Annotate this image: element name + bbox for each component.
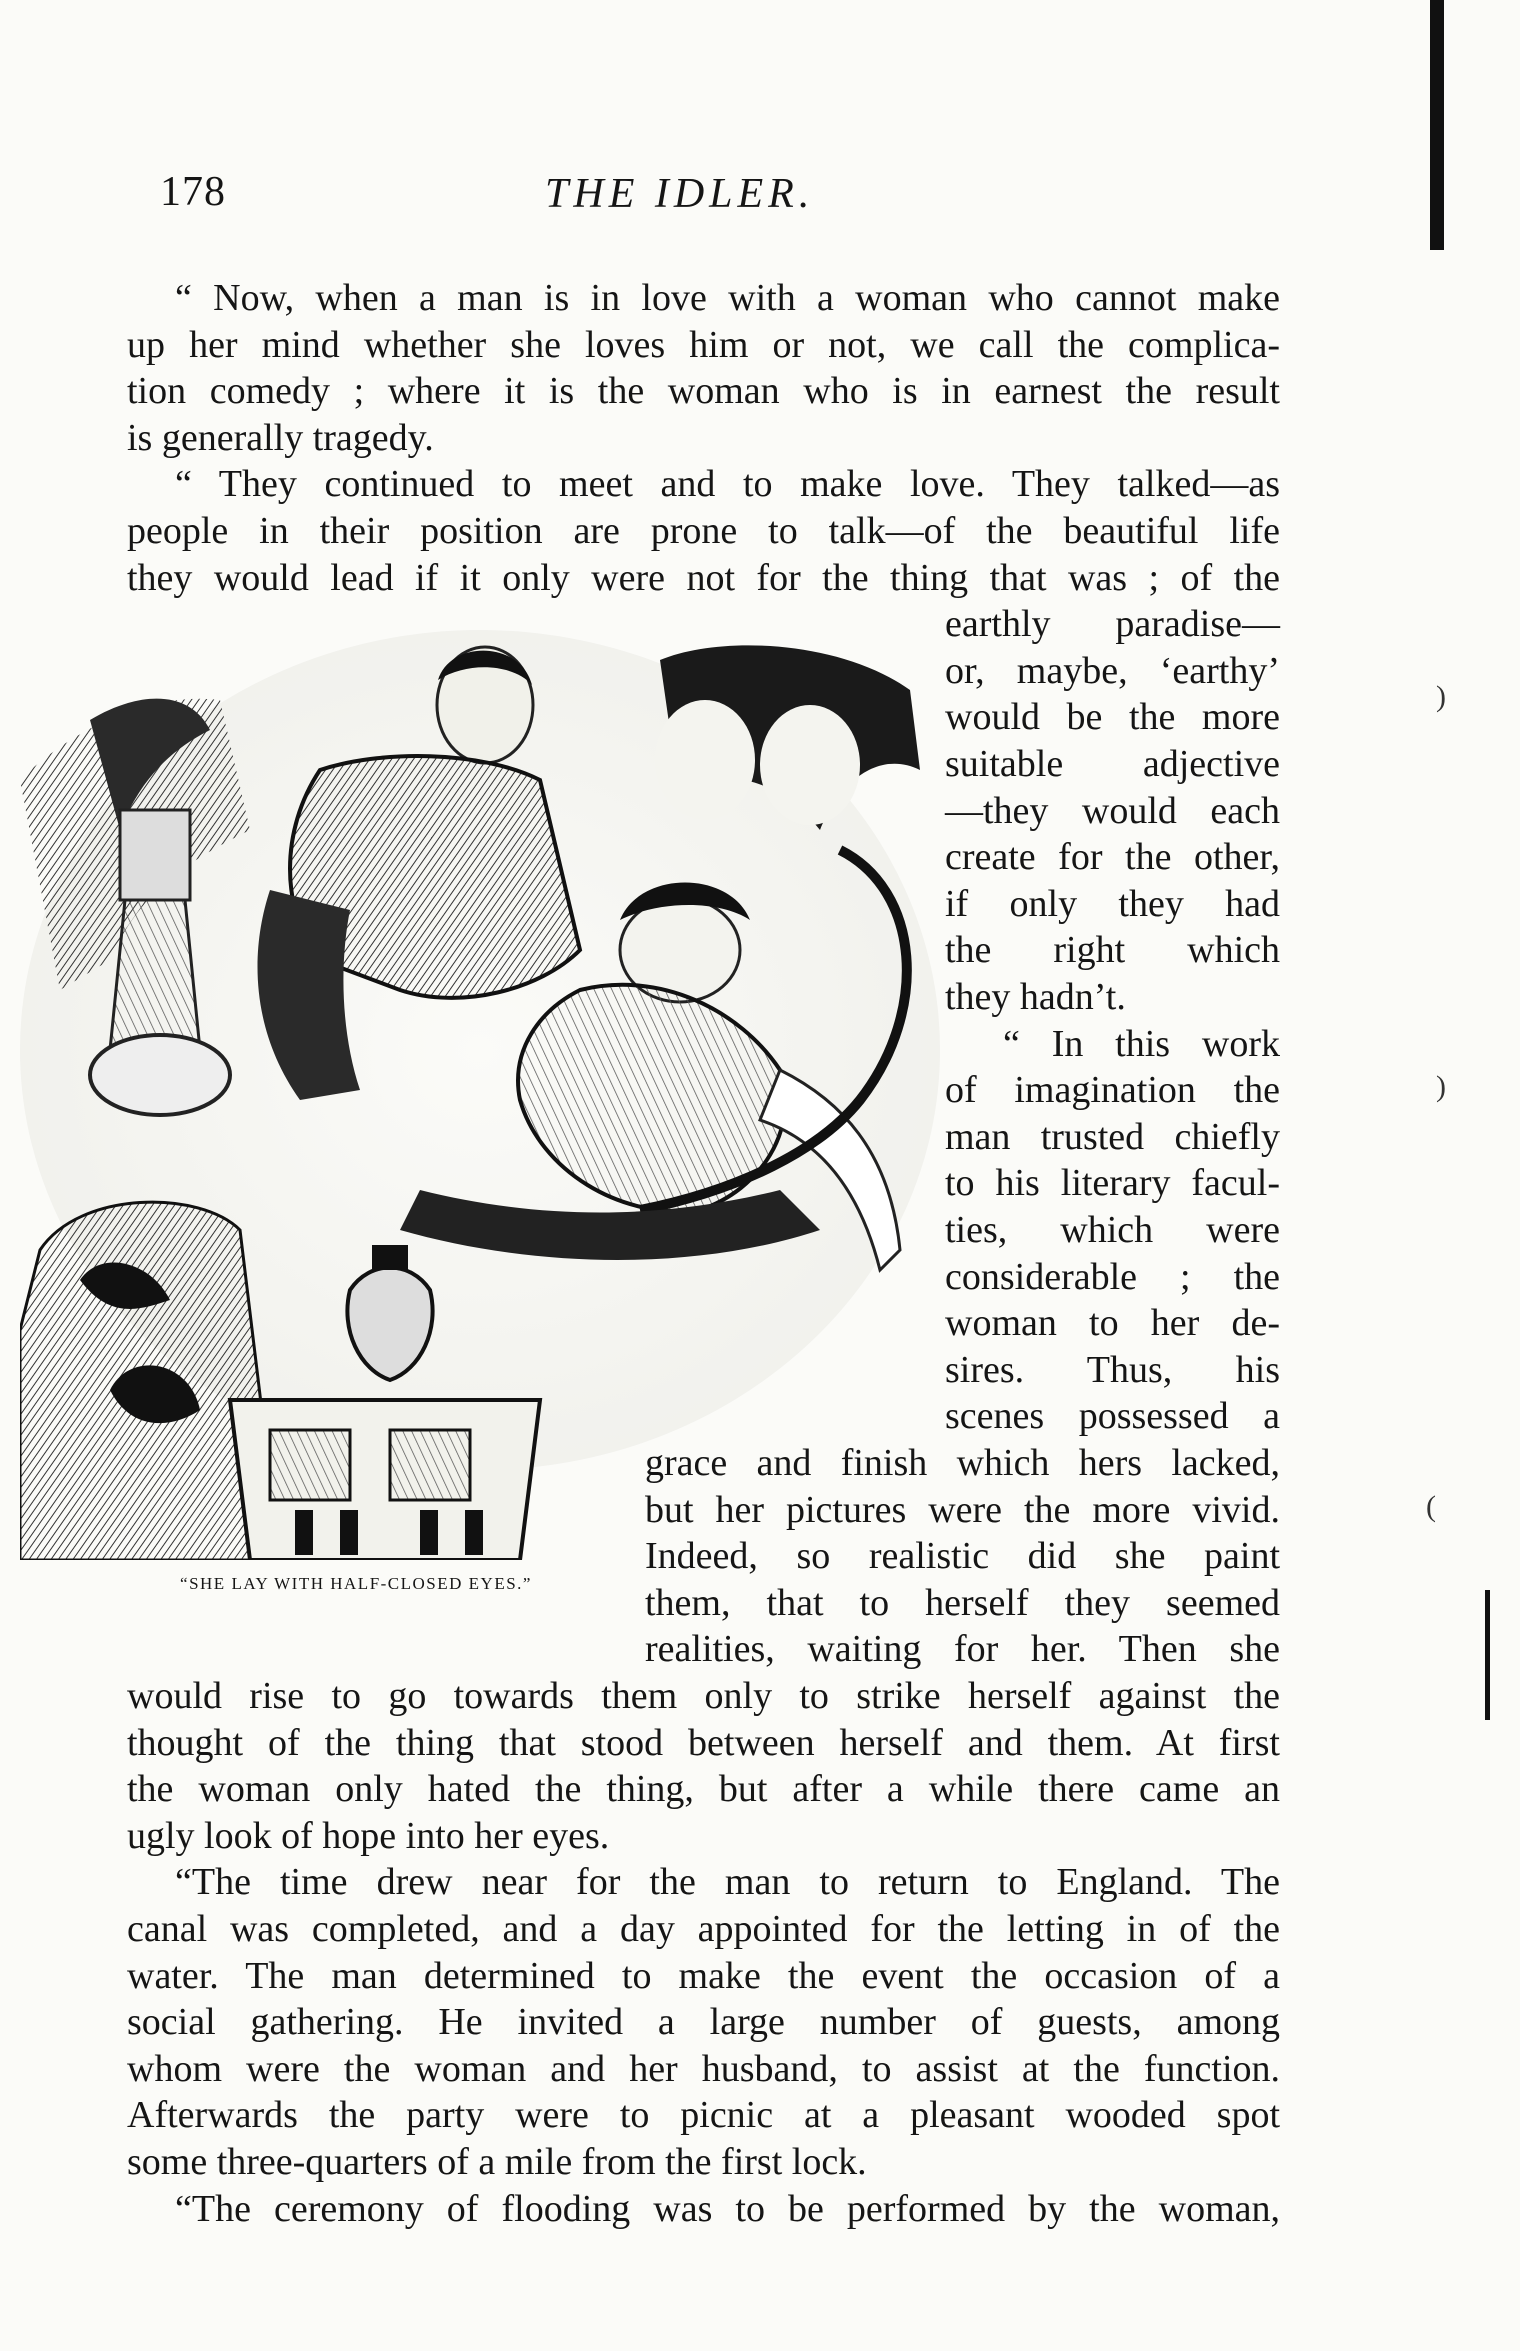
text-line: or, maybe, ‘earthy’ bbox=[945, 649, 1280, 692]
text-line: woman to her de- bbox=[945, 1302, 1280, 1345]
margin-mark: ) bbox=[1436, 680, 1446, 713]
text-line: ties, which were bbox=[945, 1209, 1280, 1251]
scan-edge-bar bbox=[1485, 1590, 1490, 1720]
text-line: up her mind whether she loves him or not, we call the complica- bbox=[127, 323, 1280, 366]
running-title: THE IDLER. bbox=[545, 171, 815, 217]
text-line: whom were the woman and her husband, to assist at the function. bbox=[127, 2047, 1280, 2090]
text-line: of imagination the bbox=[945, 1069, 1280, 1112]
text-line: but her pictures were the more vivid. bbox=[645, 1488, 1280, 1531]
text-line: social gathering. He invited a large number of guests, among bbox=[127, 2001, 1280, 2044]
text-line: they would lead if it only were not for the thing that was ; of the bbox=[127, 556, 1280, 599]
text-line: “The time drew near for the man to return to England. The bbox=[175, 1861, 1280, 1904]
text-line: “The ceremony of flooding was to be performed by the woman, bbox=[175, 2187, 1280, 2230]
text-line: the woman only hated the thing, but after a while there came an bbox=[127, 1768, 1280, 1811]
text-line: scenes possessed a bbox=[945, 1395, 1280, 1438]
text-line: thought of the thing that stood between herself and them. At first bbox=[127, 1721, 1280, 1764]
engraving-illustration bbox=[20, 630, 940, 1560]
margin-mark: ( bbox=[1426, 1490, 1436, 1523]
text-line: some three-quarters of a mile from the first lock. bbox=[127, 2141, 867, 2183]
text-line: man trusted chiefly bbox=[945, 1115, 1280, 1158]
text-line: “ Now, when a man is in love with a woman who cannot make bbox=[175, 277, 1280, 319]
text-line: canal was completed, and a day appointed for the letting in of the bbox=[127, 1908, 1280, 1950]
text-line: water. The man determined to make the event the occasion of a bbox=[127, 1954, 1280, 1997]
text-line: the right which bbox=[945, 929, 1280, 972]
page-number: 178 bbox=[160, 169, 226, 215]
text-line: if only they had bbox=[945, 882, 1280, 925]
scan-edge-bar bbox=[1430, 0, 1444, 250]
text-line: grace and finish which hers lacked, bbox=[645, 1442, 1280, 1484]
text-line: suitable adjective bbox=[945, 743, 1280, 785]
text-line: would rise to go towards them only to strike herself against the bbox=[127, 1675, 1280, 1717]
text-line: is generally tragedy. bbox=[127, 416, 434, 459]
text-line: tion comedy ; where it is the woman who is in earnest the result bbox=[127, 370, 1280, 413]
margin-mark: ) bbox=[1436, 1070, 1446, 1103]
text-line: earthly paradise— bbox=[945, 603, 1280, 646]
page-header bbox=[160, 168, 1300, 228]
illustration-caption: “SHE LAY WITH HALF-CLOSED EYES.” bbox=[180, 1574, 532, 1593]
text-line: to his literary facul- bbox=[945, 1162, 1280, 1205]
text-line: “ In this work bbox=[1003, 1022, 1280, 1065]
text-line: considerable ; the bbox=[945, 1255, 1280, 1298]
text-line: realities, waiting for her. Then she bbox=[645, 1628, 1280, 1671]
text-line: —they would each bbox=[945, 789, 1280, 832]
text-line: sires. Thus, his bbox=[945, 1348, 1280, 1391]
text-line: Indeed, so realistic did she paint bbox=[645, 1535, 1280, 1578]
text-line: “ They continued to meet and to make love. They talked—as bbox=[175, 463, 1280, 506]
text-line: people in their position are prone to talk—of the beautiful life bbox=[127, 510, 1280, 552]
text-line: them, that to herself they seemed bbox=[645, 1581, 1280, 1624]
text-line: create for the other, bbox=[945, 836, 1280, 879]
text-line: ugly look of hope into her eyes. bbox=[127, 1814, 610, 1857]
text-line: Afterwards the party were to picnic at a pleasant wooded spot bbox=[127, 2094, 1280, 2137]
text-line: would be the more bbox=[945, 696, 1280, 739]
text-line: they hadn’t. bbox=[945, 976, 1126, 1018]
